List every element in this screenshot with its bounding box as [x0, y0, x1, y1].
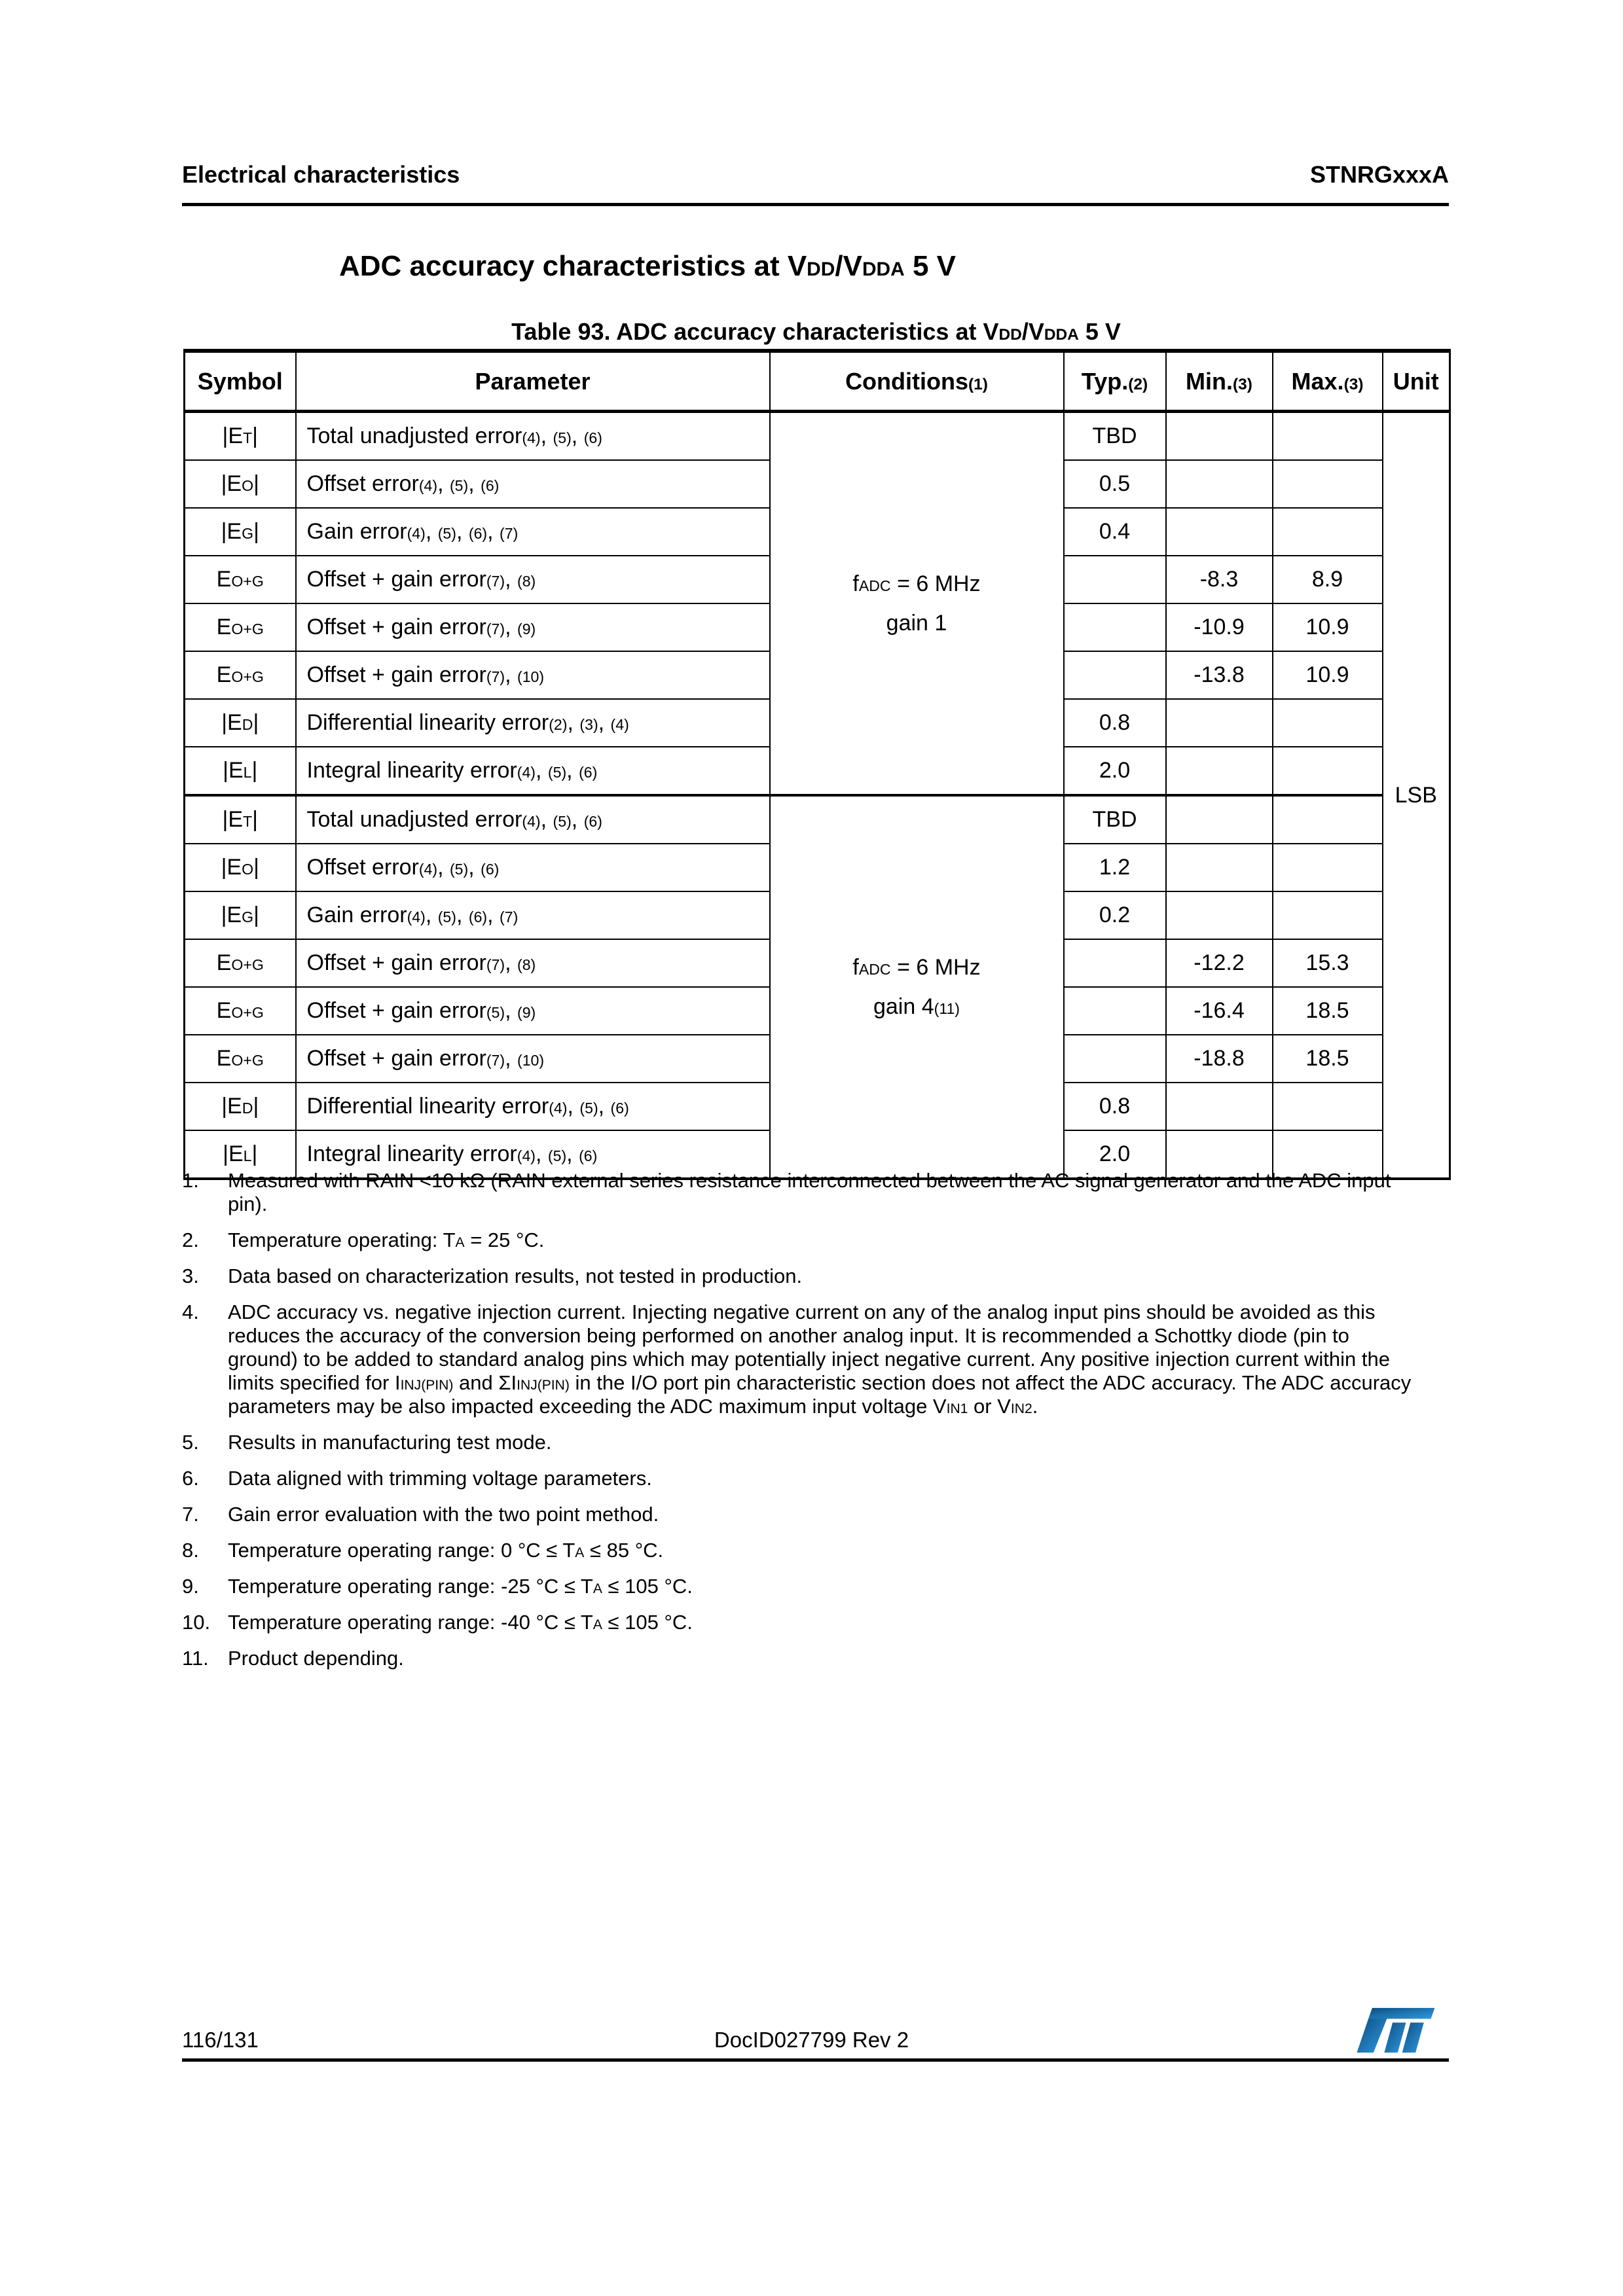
footnote-item: [182, 1229, 1413, 1252]
typ-cell: 0.4: [1064, 508, 1166, 556]
footnote-number: 6.: [182, 1467, 199, 1490]
footnote-number: 11.: [182, 1647, 209, 1670]
min-cell: [1166, 699, 1273, 747]
parameter-cell: Offset + gain error$^{(7)}$, $^{(8)}$: [296, 556, 770, 603]
footnote-item: [182, 1300, 1413, 1418]
footnote-item: [182, 1467, 1413, 1490]
parameter-cell: Offset + gain error$^{(7)}$, $^{(9)}$: [296, 603, 770, 651]
table-header: [185, 351, 1450, 412]
footnote-text: Temperature operating: $T_A = 25$ °C.: [228, 1229, 545, 1251]
footnote-item: [182, 1575, 1413, 1598]
min-cell: -13.8: [1166, 651, 1273, 699]
parameter-cell: Offset + gain error$^{(7)}$, $^{(10)}$: [296, 1035, 770, 1083]
table-row: [185, 412, 1450, 461]
min-cell: [1166, 460, 1273, 508]
parameter-cell: Total unadjusted error$^{(4)}$, $^{(5)}$, $^{(6)}$: [296, 412, 770, 461]
footnote-text: Temperature operating range: 0 $^\circ C \le T_A \le 85$ °C.: [228, 1539, 664, 1562]
footnote-number: 5.: [182, 1431, 199, 1454]
table-header-row: [185, 351, 1450, 412]
max-cell: 8.9: [1273, 556, 1383, 603]
typ-cell: [1064, 939, 1166, 987]
parameter-cell: Total unadjusted error$^{(4)}$, $^{(5)}$, $^{(6)}$: [296, 795, 770, 844]
condition-frequency: $f_{ADC} = 6$ MHz: [852, 571, 981, 596]
max-cell: [1273, 747, 1383, 795]
header-section-title: Electrical characteristics: [182, 161, 460, 188]
symbol-cell: $E_{O+G}$: [185, 1035, 296, 1083]
condition-gain: gain 4$^{(11)}$: [873, 994, 960, 1019]
col-header-symbol: Symbol: [185, 351, 296, 412]
max-cell: [1273, 460, 1383, 508]
typ-cell: [1064, 1035, 1166, 1083]
footnote-text: Data based on characterization results, not tested in production.: [228, 1265, 803, 1287]
footnote-number: 10.: [182, 1611, 211, 1634]
parameter-cell: Differential linearity error$^{(2)}$, $^{(3)}$, $^{(4)}$: [296, 699, 770, 747]
max-cell: [1273, 795, 1383, 844]
parameter-cell: Integral linearity error$^{(4)}$, $^{(5)}$, $^{(6)}$: [296, 747, 770, 795]
typ-cell: 0.2: [1064, 891, 1166, 939]
symbol-cell: $E_{O+G}$: [185, 603, 296, 651]
typ-cell: 0.5: [1064, 460, 1166, 508]
min-cell: [1166, 844, 1273, 891]
symbol-cell: $E_{O+G}$: [185, 939, 296, 987]
typ-cell: TBD: [1064, 412, 1166, 461]
footer-rule: [182, 2058, 1449, 2062]
max-cell: 18.5: [1273, 987, 1383, 1035]
typ-cell: [1064, 987, 1166, 1035]
footnote-text: ADC accuracy vs. negative injection current. Injecting negative current on any of the analog input pins should be avoided as this reduces the accuracy of the conversion being performed on another analog input. It is recommended a Schottky diode (pin to ground) to be added to standard analog pins which may potentially inject negative current. Any positive injection current within the limits specified for $I_{INJ(PIN)}$ and $\Sigma I_{INJ(PIN)}$ in the I/O port pin characteristic section does not affect the ADC accuracy. The ADC accuracy parameters may be also impacted exceeding the ADC maximum input voltage $V_{IN1}$ or $V_{IN2}$.: [228, 1300, 1412, 1418]
typ-cell: TBD: [1064, 795, 1166, 844]
footnote-item: [182, 1503, 1413, 1526]
page-title: ADC accuracy characteristics at $V_{DD}/V_{DDA}$ 5 V: [339, 250, 957, 282]
footnote-item: [182, 1647, 1413, 1670]
min-cell: [1166, 891, 1273, 939]
header-product-name: STNRGxxxA: [1309, 161, 1449, 188]
footnote-item: [182, 1265, 1413, 1288]
typ-cell: 2.0: [1064, 747, 1166, 795]
symbol-cell: $|E_G|$: [185, 891, 296, 939]
col-header-min: Min.$^{(3)}$: [1166, 351, 1273, 412]
symbol-cell: $|E_D|$: [185, 1083, 296, 1130]
condition-frequency: $f_{ADC} = 6$ MHz: [852, 955, 981, 980]
min-cell: [1166, 1083, 1273, 1130]
header-rule: [182, 203, 1449, 206]
footnote-item: [182, 1539, 1413, 1562]
footnote-item: [182, 1611, 1413, 1634]
typ-cell: 1.2: [1064, 844, 1166, 891]
min-cell: [1166, 795, 1273, 844]
typ-cell: 0.8: [1064, 1083, 1166, 1130]
footnote-text: Results in manufacturing test mode.: [228, 1431, 552, 1454]
footnote-text: Temperature operating range: -25 $^\circ C \le T_A \le 105$ °C.: [228, 1575, 693, 1598]
col-header-unit: Unit: [1383, 351, 1450, 412]
typ-cell: 2.0: [1064, 1130, 1166, 1179]
parameter-cell: Offset + gain error$^{(7)}$, $^{(10)}$: [296, 651, 770, 699]
col-header-max: Max.$^{(3)}$: [1273, 351, 1383, 412]
symbol-cell: $E_{O+G}$: [185, 987, 296, 1035]
min-cell: -18.8: [1166, 1035, 1273, 1083]
parameter-cell: Offset error$^{(4)}$, $^{(5)}$, $^{(6)}$: [296, 460, 770, 508]
min-cell: -10.9: [1166, 603, 1273, 651]
symbol-cell: $|E_T|$: [185, 412, 296, 461]
typ-cell: 0.8: [1064, 699, 1166, 747]
max-cell: 18.5: [1273, 1035, 1383, 1083]
footnote-number: 8.: [182, 1539, 199, 1562]
symbol-cell: $|E_D|$: [185, 699, 296, 747]
footnote-text: Temperature operating range: -40 $^\circ C \le T_A \le 105$ °C.: [228, 1611, 693, 1634]
typ-cell: [1064, 556, 1166, 603]
condition-gain: gain 1: [886, 611, 947, 636]
symbol-cell: $|E_O|$: [185, 844, 296, 891]
min-cell: [1166, 747, 1273, 795]
table-caption: Table 93. ADC accuracy characteristics at $V_{DD}/V_{DDA}$ 5 V: [511, 318, 1121, 345]
max-cell: [1273, 699, 1383, 747]
max-cell: [1273, 891, 1383, 939]
table-row: [185, 795, 1450, 844]
min-cell: [1166, 508, 1273, 556]
conditions-cell: [770, 412, 1064, 796]
footnote-number: 4.: [182, 1300, 199, 1323]
footnote-number: 2.: [182, 1229, 199, 1251]
symbol-cell: $|E_L|$: [185, 1130, 296, 1179]
symbol-cell: $|E_T|$: [185, 795, 296, 844]
footnote-text: Measured with RAIN <10 kΩ (RAIN external series resistance interconnected between the AC signal generator and the ADC input pin).: [228, 1169, 1391, 1215]
footnote-text: Product depending.: [228, 1647, 404, 1670]
footnote-number: 1.: [182, 1169, 199, 1192]
table-body: [185, 412, 1450, 1179]
footnote-number: 7.: [182, 1503, 199, 1526]
parameter-cell: Offset + gain error$^{(5)}$, $^{(9)}$: [296, 987, 770, 1035]
max-cell: [1273, 844, 1383, 891]
parameter-cell: Offset error$^{(4)}$, $^{(5)}$, $^{(6)}$: [296, 844, 770, 891]
footnote-number: 3.: [182, 1265, 199, 1287]
max-cell: [1273, 412, 1383, 461]
adc-accuracy-table: [183, 349, 1451, 1180]
max-cell: [1273, 1083, 1383, 1130]
footnote-item: [182, 1431, 1413, 1454]
symbol-cell: $|E_G|$: [185, 508, 296, 556]
min-cell: -16.4: [1166, 987, 1273, 1035]
unit-cell: LSB: [1383, 412, 1450, 1179]
parameter-cell: Integral linearity error$^{(4)}$, $^{(5)}$, $^{(6)}$: [296, 1130, 770, 1179]
footnote-text: Data aligned with trimming voltage parameters.: [228, 1467, 652, 1490]
parameter-cell: Gain error$^{(4)}$, $^{(5)}$, $^{(6)}$, $^{(7)}$: [296, 891, 770, 939]
min-cell: [1166, 412, 1273, 461]
footnote-item: [182, 1169, 1413, 1216]
symbol-cell: $|E_L|$: [185, 747, 296, 795]
footnote-list: [182, 1169, 1413, 1683]
min-cell: -12.2: [1166, 939, 1273, 987]
col-header-typ: Typ.$^{(2)}$: [1064, 351, 1166, 412]
conditions-cell: [770, 795, 1064, 1179]
st-logo-icon: [1353, 2005, 1436, 2055]
parameter-cell: Differential linearity error$^{(4)}$, $^{(5)}$, $^{(6)}$: [296, 1083, 770, 1130]
col-header-conditions: Conditions$^{(1)}$: [770, 351, 1064, 412]
symbol-cell: $E_{O+G}$: [185, 651, 296, 699]
col-header-parameter: Parameter: [296, 351, 770, 412]
max-cell: 10.9: [1273, 603, 1383, 651]
max-cell: 10.9: [1273, 651, 1383, 699]
footnote-number: 9.: [182, 1575, 199, 1598]
max-cell: [1273, 508, 1383, 556]
parameter-cell: Offset + gain error$^{(7)}$, $^{(8)}$: [296, 939, 770, 987]
max-cell: 15.3: [1273, 939, 1383, 987]
footnote-text: Gain error evaluation with the two point method.: [228, 1503, 659, 1526]
symbol-cell: $E_{O+G}$: [185, 556, 296, 603]
min-cell: -8.3: [1166, 556, 1273, 603]
symbol-cell: $|E_O|$: [185, 460, 296, 508]
footer-doc-id: DocID027799 Rev 2: [714, 2028, 909, 2052]
footer-page-number: 116/131: [182, 2028, 259, 2052]
typ-cell: [1064, 651, 1166, 699]
parameter-cell: Gain error$^{(4)}$, $^{(5)}$, $^{(6)}$, $^{(7)}$: [296, 508, 770, 556]
table: [183, 349, 1451, 1180]
typ-cell: [1064, 603, 1166, 651]
